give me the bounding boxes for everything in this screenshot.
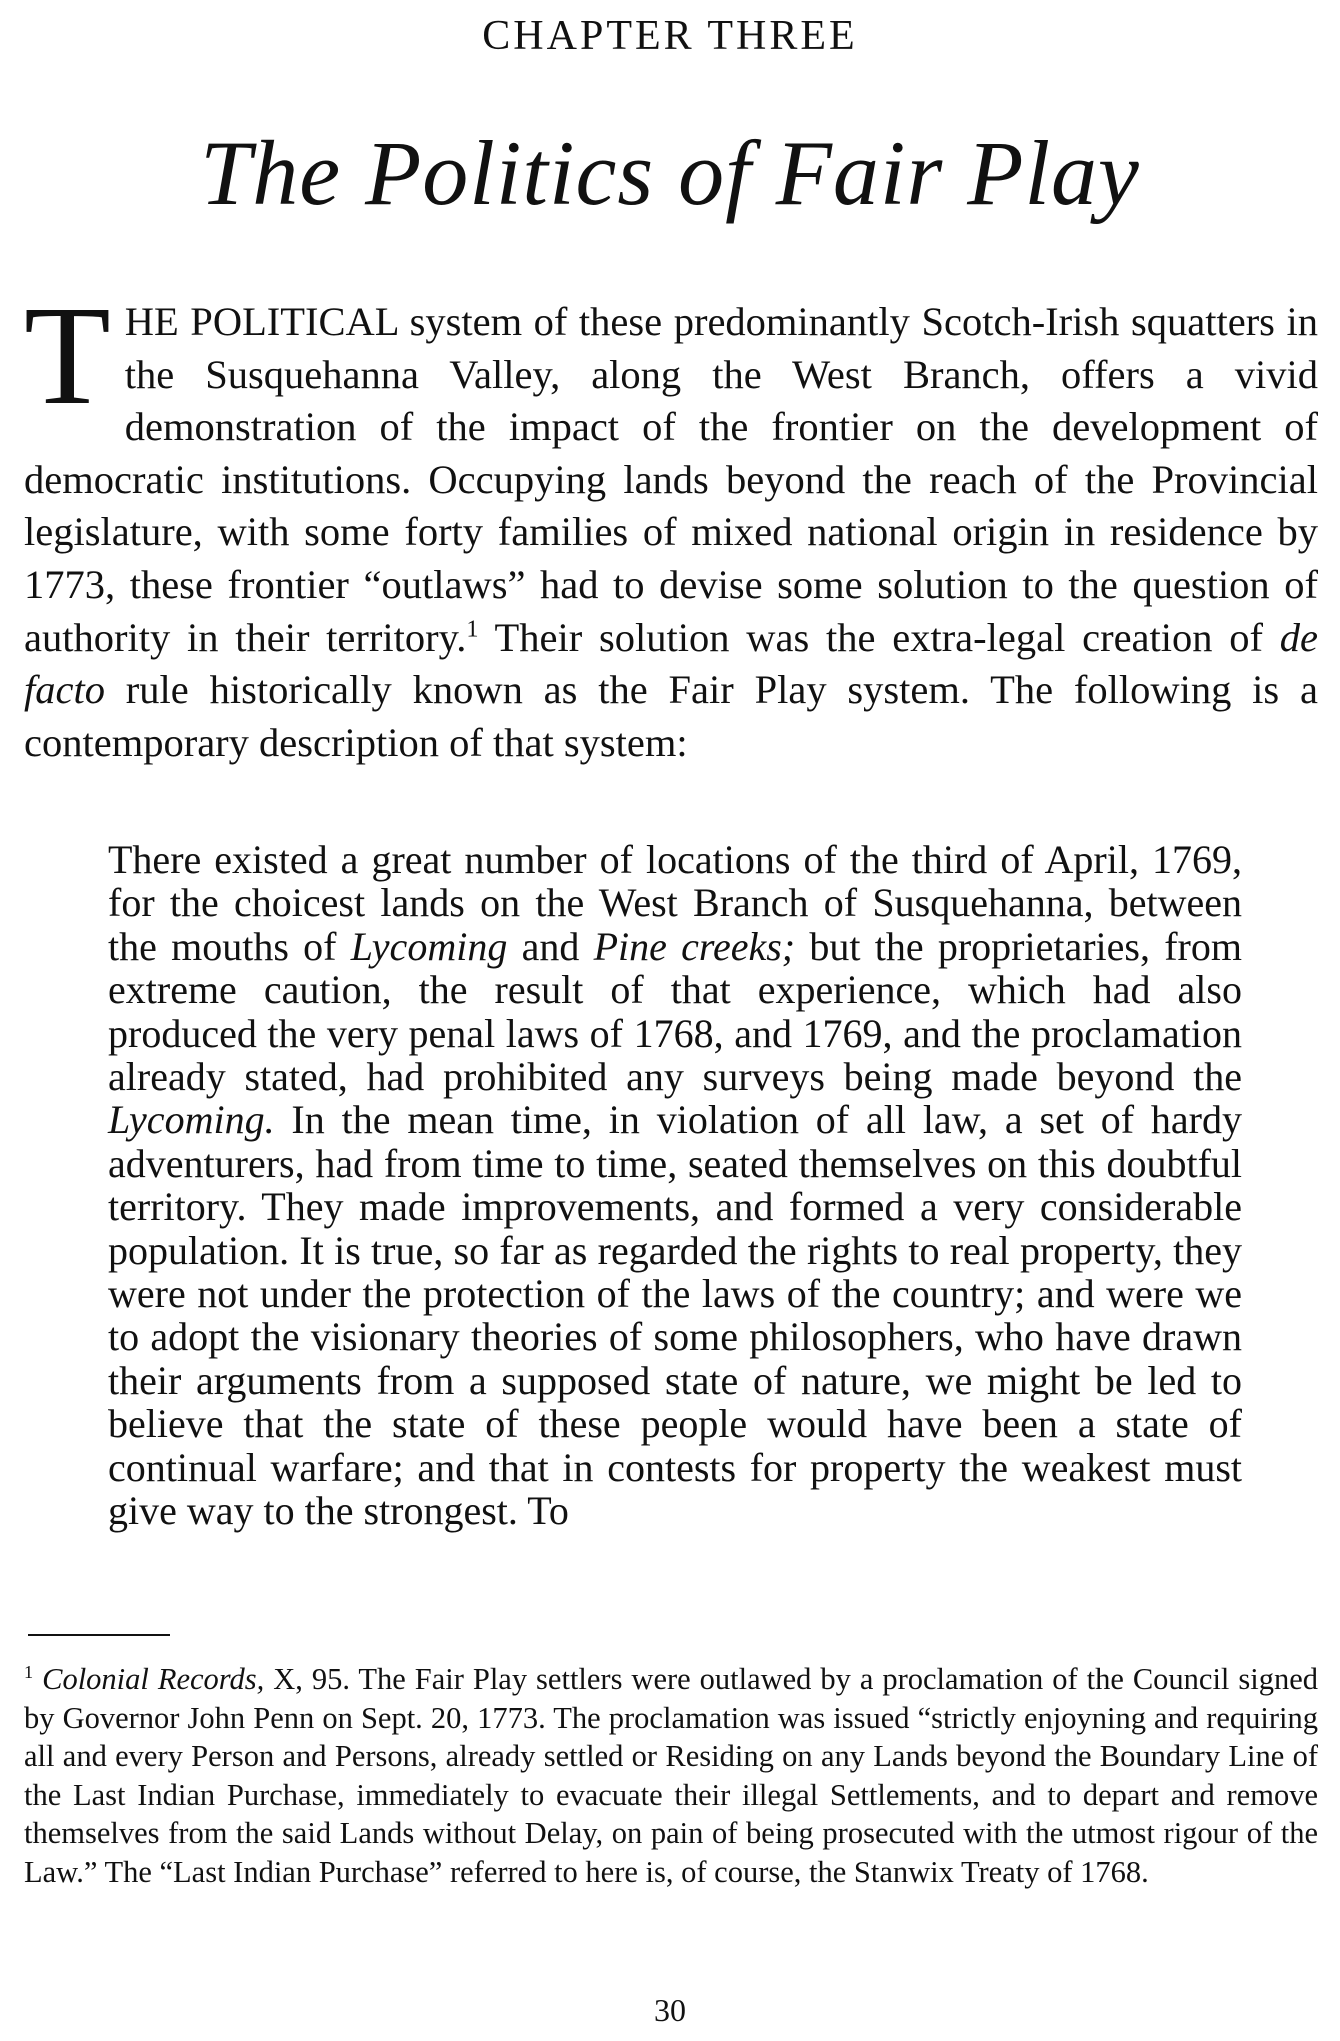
footnote-source: Colonial Records, xyxy=(42,1662,265,1696)
footnote-divider xyxy=(28,1634,170,1636)
quote-italic-pine-creeks: Pine creeks; xyxy=(593,923,796,969)
body-paragraph xyxy=(24,276,1318,769)
quote-italic-lycoming: Lycoming xyxy=(350,923,508,969)
block-quote xyxy=(108,838,1242,1533)
footnote-reference: 1 xyxy=(466,615,479,643)
quote-text-and: and xyxy=(507,923,594,969)
chapter-label: CHAPTER THREE xyxy=(482,13,858,59)
footnote xyxy=(24,1660,1318,1892)
footnote-text: X, 95. The Fair Play settlers were outlawed by a proclamation of the Council signed by Governor John Penn on Sept. 20, 1773. The proclamation was issued “strictly enjoyning and requiring all and every Person and Persons, already settled or Residing on any Lands beyond the Boundary Line of the Last Indian Purchase, immediately to evacuate their illegal Settlements, and to depart and remove themselves from the said Lands without Delay, on pain of being prosecuted with the utmost rigour of the Law.” The “Last Indian Purchase” referred to here is, of course, the Stanwix Treaty of 1768. xyxy=(24,1662,1319,1889)
quote-text-part-3: In the mean time, in violation of all law, a set of hardy adventurers, had from time to time, seated themselves on this doubtful territory. They made improvements, and formed a very considerable population. It is true, so far as regarded the rights to real property, they were not under the protection of the laws of the country; and were we to adopt the visionary theories of some philosophers, who have drawn their arguments from a supposed state of nature, we might be led to believe that the state of these people would have been a state of continual warfare; and that in contests for property the weakest must give way to the strongest. To xyxy=(108,1097,1242,1534)
quote-italic-lycoming-2: Lycoming. xyxy=(108,1097,275,1143)
quote-text-part-1: There existed a great number of locations of the third of April, 1769, for the choicest lands on the West Branch of Susquehanna, between the mouths of xyxy=(108,837,1242,969)
body-text-italic: de facto xyxy=(24,614,1318,713)
body-text-part-1: HE POLITICAL system of these predominantly Scotch-Irish squatters in the Susquehanna Valley, along the West Branch, offers a vivid demonstration of the impact of the frontier on the development of democratic institutions. Occupying lands beyond the reach of the Provincial legislature, with some forty families of mixed national origin in residence by 1773, these frontier “outlaws” had to devise some solution to the question of authority in their territory. xyxy=(24,299,1318,660)
drop-cap: T xyxy=(24,276,111,434)
footnote-marker: 1 xyxy=(24,1661,34,1682)
quote-text-part-2: but the proprietaries, from extreme caution, the result of that experience, which had also produced the very penal laws of 1768, and 1769, and the proclamation already stated, had prohibited any surveys being made beyond the xyxy=(108,923,1242,1100)
body-text-part-3: rule historically known as the Fair Play system. The following is a contemporary description of that system: xyxy=(24,667,1318,765)
page-number: 30 xyxy=(654,1992,686,2028)
chapter-title: The Politics of Fair Play xyxy=(200,122,1140,224)
body-text-part-2: Their solution was the extra-legal creation of xyxy=(478,614,1280,660)
